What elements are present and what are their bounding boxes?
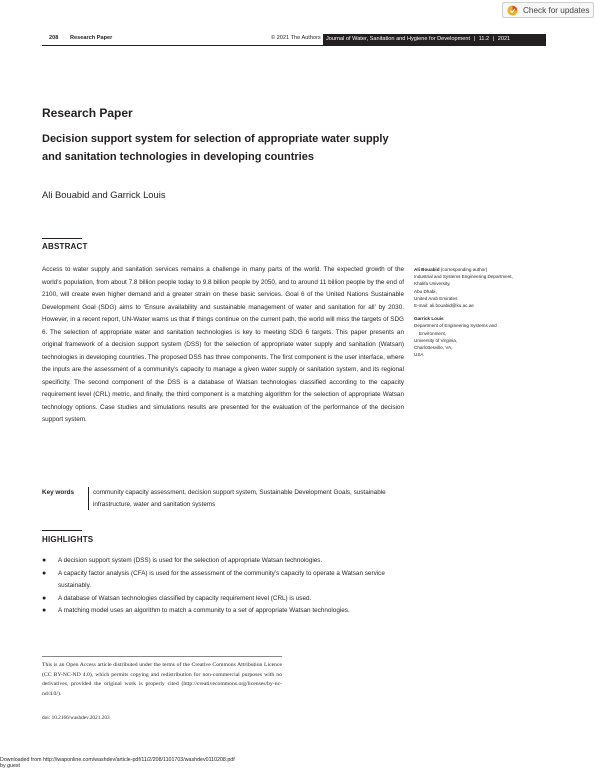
abstract-heading: ABSTRACT <box>42 242 88 251</box>
author2-name: Garrick Louis <box>414 316 444 322</box>
author1-line: Industrial and Systems Engineering Department, <box>414 274 513 280</box>
section-label: Research Paper <box>42 106 133 120</box>
journal-volume: 11.2 <box>478 36 490 42</box>
running-header <box>42 34 546 46</box>
author2-line: Department of Engineering Systems and <box>414 323 497 329</box>
list-item: ● A decision support system (DSS) is used for the selection of appropriate Watsan technologies. <box>42 555 404 568</box>
page-number: 208 <box>49 35 59 41</box>
list-item: ● A database of Watsan technologies classified by capacity requirement level (CRL) is used. <box>42 593 404 606</box>
highlights-list <box>42 555 404 618</box>
article-type: Research Paper <box>70 35 113 41</box>
author2-line: Environment, <box>419 330 447 336</box>
copyright: © 2021 The Authors <box>271 35 321 41</box>
bullet-icon: ● <box>42 607 47 614</box>
author1-line: United Arab Emirates <box>414 295 458 301</box>
affiliations <box>414 266 554 364</box>
bullet-icon: ● <box>42 569 47 577</box>
author1-email[interactable]: E-mail: ali.bouabid@ku.ac.ae <box>414 303 474 309</box>
author1-role: (corresponding author) <box>439 267 488 272</box>
author1-line: Khalifa University, <box>414 281 451 287</box>
download-by: by guest <box>0 763 21 770</box>
affiliation-2 <box>414 315 554 358</box>
abstract-text: Access to water supply and sanitation services remains a challenge in many parts of the world. The expected growth of the world’s population, from about 7.8 billion people today to 9.8 billion people by 2050, and to around 11 billion people by the end of 2100, will create even higher demand and a greater strain on these basic services. Goal 6 of the United Nations Sustainable Development Goal (SDG) aims to ‘Ensure availability and sustainable management of water and sanitation for all’ by 2030. However, in a recent report, UN-Water warns us that if things continue on the current path, the world will miss the targets of SDG 6. The selection of appropriate water and sanitation technologies is key to meeting SDG 6 targets. This paper presents an original framework of a decision support system (DSS) for the selection of appropriate water supply and sanitation (Watsan) technologies in developing countries. The proposed DSS has three components. The first component is the user interface, where the inputs are the assessment of a community’s capacity to manage a given water supply or sanitation system, and its regional specificity. The second component of the DSS is a database of Watsan technologies classified according to the capacity requirement level (CRL) metric, and finally, the third component is a matching algorithm for the selection of appropriate Watsan technology options. Case studies and simulations results are presented for the evaluation of the performance of the decision support system. <box>42 266 404 423</box>
check-for-updates-button[interactable] <box>502 2 594 18</box>
highlights-heading: HIGHLIGHTS <box>42 535 94 544</box>
keywords-label: Key words <box>42 489 75 496</box>
doi[interactable]: doi: 10.2166/washdev.2021.203 <box>42 715 110 721</box>
author1-line: Abu Dhabi, <box>414 288 437 294</box>
keywords <box>42 487 404 510</box>
keywords-divider <box>88 487 89 510</box>
paper-title: Decision support system for selection of appropriate water supply and sanitation technologies in developing countries <box>42 133 389 163</box>
journal-bar: Journal of Water, Sanitation and Hygiene for Development | 11.2 | 2021 <box>323 34 546 45</box>
list-item: ● A capacity factor analysis (CFA) is used for the assessment of the community’s capacity to operate a Watsan service sustainably. <box>42 568 404 593</box>
bullet-icon: ● <box>42 594 47 602</box>
author1-name: Ali Bouabid <box>414 267 440 272</box>
list-item: ● A matching model uses an algorithm to match a community to a set of appropriate Watsan technologies. <box>42 605 404 618</box>
crossmark-icon <box>507 5 518 16</box>
affiliation-1 <box>414 266 554 309</box>
check-for-updates-label: Check for updates <box>523 5 590 15</box>
abstract-rule <box>42 238 82 239</box>
footnote-rule <box>42 656 282 657</box>
author2-line: University of Virginia, <box>414 337 458 343</box>
highlights-rule <box>42 530 82 531</box>
journal-year: 2021 <box>497 36 511 42</box>
bullet-icon: ● <box>42 557 47 564</box>
license-text: This is an Open Access article distributed under the terms of the Creative Commons Attribution Licence (CC BY-NC-ND 4.0), which permits copying and redistribution for non-commercial purposes with no derivatives, provided the original work is properly cited (http://creativecommons.org/licenses/by-nc-nd/4.0/). <box>42 662 282 697</box>
keywords-text: community capacity assessment, decision support system, Sustainable Development Goals, sustainable infrastructure, water and sanitation systems <box>93 489 386 508</box>
header-rule <box>42 45 546 46</box>
author2-line: USA <box>414 352 424 358</box>
journal-name: Journal of Water, Sanitation and Hygiene for Development <box>326 36 471 42</box>
download-note <box>0 757 235 770</box>
author2-line: Charlottesville, VA, <box>414 345 453 351</box>
author-list: Ali Bouabid and Garrick Louis <box>42 189 166 200</box>
download-url[interactable]: Downloaded from http://iwaponline.com/washdev/article-pdf/11/2/208/1101703/washdev0110208.pdf <box>0 757 235 763</box>
